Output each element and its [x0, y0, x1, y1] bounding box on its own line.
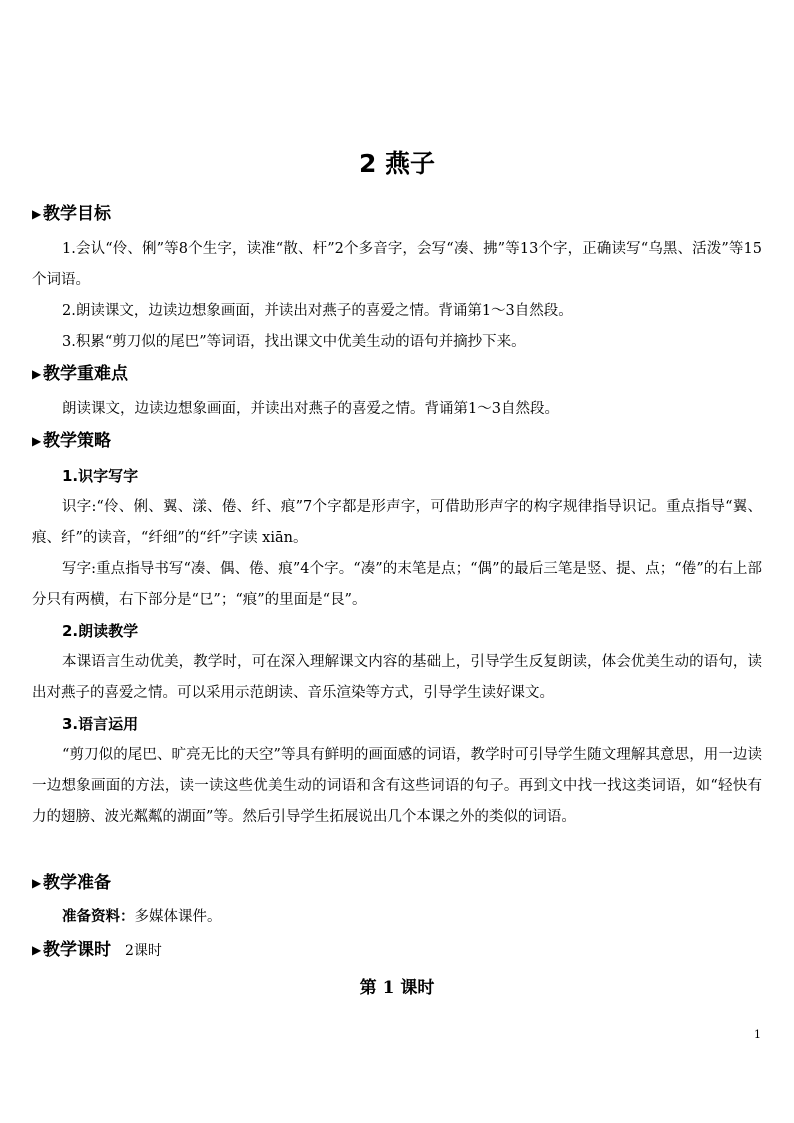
section-heading-preparation [32, 871, 111, 895]
goal-item-1: 1.会认“伶、俐”等8个生字，读准“散、杆”2个多音字，会写“凑、拂”等13个字，正确读写“乌黑、活泼”等15个词语。 [32, 241, 762, 288]
subheading-reading: 2.朗读教学 [62, 622, 139, 640]
triangle-bullet-icon: ▶ [32, 434, 42, 448]
triangle-bullet-icon: ▶ [32, 367, 42, 381]
section-heading-text: 教学课时 [43, 940, 111, 960]
key-points-text: 朗读课文，边读边想象画面，并读出对燕子的喜爱之情。背诵第1～3自然段。 [62, 401, 559, 417]
hours-value: 2课时 [125, 943, 162, 959]
goal-item-2: 2.朗读课文，边读边想象画面，并读出对燕子的喜爱之情。背诵第1～3自然段。 [62, 303, 573, 319]
subheading-literacy: 1.识字写字 [62, 467, 139, 485]
page-number: 1 [754, 1028, 761, 1041]
language-use-paragraph: “剪刀似的尾巴、旷亮无比的天空”等具有鲜明的画面感的词语，教学时可引导学生随文理解其意思，用一边读一边想象画面的方法，读一读这些优美生动的词语和含有这些词语的句子。再到文中找一找这类词语，如“轻快有力的翅膀、波光粼粼的湖面”等。然后引导学生拓展说出几个本课之外的类似的词语。 [32, 747, 762, 825]
section-heading-strategy [32, 429, 111, 453]
section-heading-text: 教学重难点 [43, 364, 128, 384]
section-heading-hours [32, 938, 162, 963]
section-heading-text: 教学目标 [43, 204, 111, 224]
section-heading-text: 教学准备 [43, 873, 111, 893]
preparation-value: 多媒体课件。 [134, 909, 222, 925]
goal-item-3: 3.积累“剪刀似的尾巴”等词语，找出课文中优美生动的语句并摘抄下来。 [62, 334, 526, 350]
triangle-bullet-icon: ▶ [32, 943, 42, 957]
triangle-bullet-icon: ▶ [32, 207, 42, 221]
section-heading-goals [32, 202, 111, 226]
triangle-bullet-icon: ▶ [32, 876, 42, 890]
section-heading-key-points [32, 362, 128, 386]
document-title: 2 燕子 [358, 149, 436, 178]
preparation-text [32, 902, 762, 933]
preparation-label: 准备资料： [62, 909, 135, 925]
lesson-title: 第 1 课时 [359, 978, 435, 998]
subheading-language-use: 3.语言运用 [62, 715, 139, 733]
section-heading-text: 教学策略 [43, 431, 111, 451]
reading-paragraph: 本课语言生动优美，教学时，可在深入理解课文内容的基础上，引导学生反复朗读，体会优美生动的语句，读出对燕子的喜爱之情。可以采用示范朗读、音乐渲染等方式，引导学生读好课文。 [32, 654, 762, 701]
literacy-paragraph-2: 写字:重点指导书写“凑、偶、倦、痕”4个字。“凑”的末笔是点；“偶”的最后三笔是竖、提、点；“倦”的右上部分只有两横，右下部分是“㔾”；“痕”的里面是“艮”。 [32, 561, 762, 608]
literacy-paragraph-1: 识字:“伶、俐、翼、漾、倦、纤、痕”7个字都是形声字，可借助形声字的构字规律指导识记。重点指导“翼、痕、纤”的读音，“纤细”的“纤”字读 xiān。 [32, 499, 762, 546]
